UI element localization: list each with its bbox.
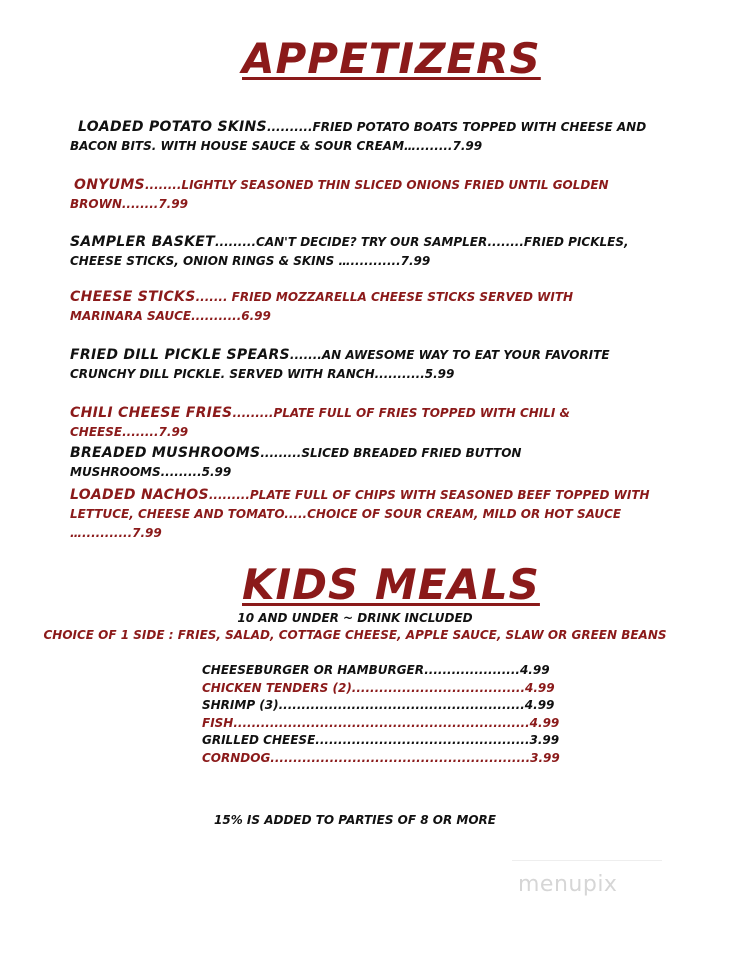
item-name: FRIED DILL PICKLE SPEARS bbox=[70, 347, 290, 363]
menu-item-loaded-nachos bbox=[70, 486, 650, 543]
kids-meals-subtitle: 10 AND UNDER ~ DRINK INCLUDED bbox=[237, 611, 473, 625]
item-description: ....... FRIED MOZZARELLA CHEESE STICKS SERVED WITH MARINARA SAUCE...........6.99 bbox=[70, 290, 574, 323]
item-name: BREADED MUSHROOMS bbox=[70, 445, 261, 461]
item-name: ONYUMS bbox=[74, 177, 145, 193]
kids-meals-heading: KIDS MEALS bbox=[242, 560, 540, 609]
menu-item-cheese-sticks bbox=[70, 288, 650, 326]
kids-item-cheeseburger: CHEESEBURGER OR HAMBURGER.....................4.99 bbox=[202, 663, 550, 677]
appetizers-heading: APPETIZERS bbox=[242, 34, 541, 83]
menupix-watermark: menupix bbox=[518, 872, 618, 897]
item-name: CHILI CHEESE FRIES bbox=[70, 405, 233, 421]
item-name: LOADED POTATO SKINS bbox=[78, 119, 267, 135]
party-gratuity-note: 15% IS ADDED TO PARTIES OF 8 OR MORE bbox=[214, 813, 496, 827]
kids-item-fish: FISH.................................................................4.99 bbox=[202, 715, 560, 730]
watermark-divider bbox=[512, 860, 662, 861]
item-description: .........SLICED BREADED FRIED BUTTON MUSHROOMS.........5.99 bbox=[70, 446, 522, 479]
item-description: ..........FRIED POTATO BOATS TOPPED WITH CHEESE AND BACON BITS. WITH HOUSE SAUCE & SOUR CREAM…........7.99 bbox=[70, 120, 647, 153]
kids-item-corndog: CORNDOG.........................................................3.99 bbox=[202, 750, 560, 765]
kids-side-choice: CHOICE OF 1 SIDE : FRIES, SALAD, COTTAGE CHEESE, APPLE SAUCE, SLAW OR GREEN BEANS bbox=[43, 628, 667, 642]
item-description: .........PLATE FULL OF CHIPS WITH SEASONED BEEF TOPPED WITH LETTUCE, CHEESE AND TOMATO.....CHOICE OF SOUR CREAM, MILD OR HOT SAUCE …...........7.99 bbox=[70, 488, 650, 540]
kids-menu-list bbox=[202, 662, 560, 768]
item-description: .........CAN'T DECIDE? TRY OUR SAMPLER........FRIED PICKLES, CHEESE STICKS, ONION RINGS & SKINS …...........7.99 bbox=[70, 235, 629, 268]
menu-item-fried-dill-pickle-spears bbox=[70, 346, 650, 384]
kids-item-grilled-cheese: GRILLED CHEESE...............................................3.99 bbox=[202, 733, 560, 748]
item-name: SAMPLER BASKET bbox=[70, 234, 215, 250]
menu-item-onyums bbox=[70, 176, 650, 214]
menu-item-breaded-mushrooms bbox=[70, 444, 650, 482]
menu-item-loaded-potato-skins bbox=[70, 118, 650, 156]
item-name: CHEESE STICKS bbox=[70, 289, 196, 305]
item-description: .......AN AWESOME WAY TO EAT YOUR FAVORITE CRUNCHY DILL PICKLE. SERVED WITH RANCH...........5.99 bbox=[70, 348, 610, 381]
kids-item-shrimp: SHRIMP (3)......................................................4.99 bbox=[202, 698, 555, 713]
item-description: .........PLATE FULL OF FRIES TOPPED WITH CHILI & CHEESE........7.99 bbox=[70, 406, 571, 439]
menu-item-sampler-basket bbox=[70, 233, 650, 271]
item-name: LOADED NACHOS bbox=[70, 487, 209, 503]
menu-item-chili-cheese-fries bbox=[70, 404, 650, 442]
kids-item-chicken-tenders: CHICKEN TENDERS (2)......................................4.99 bbox=[202, 680, 555, 695]
item-description: ........LIGHTLY SEASONED THIN SLICED ONIONS FRIED UNTIL GOLDEN BROWN........7.99 bbox=[70, 178, 609, 211]
